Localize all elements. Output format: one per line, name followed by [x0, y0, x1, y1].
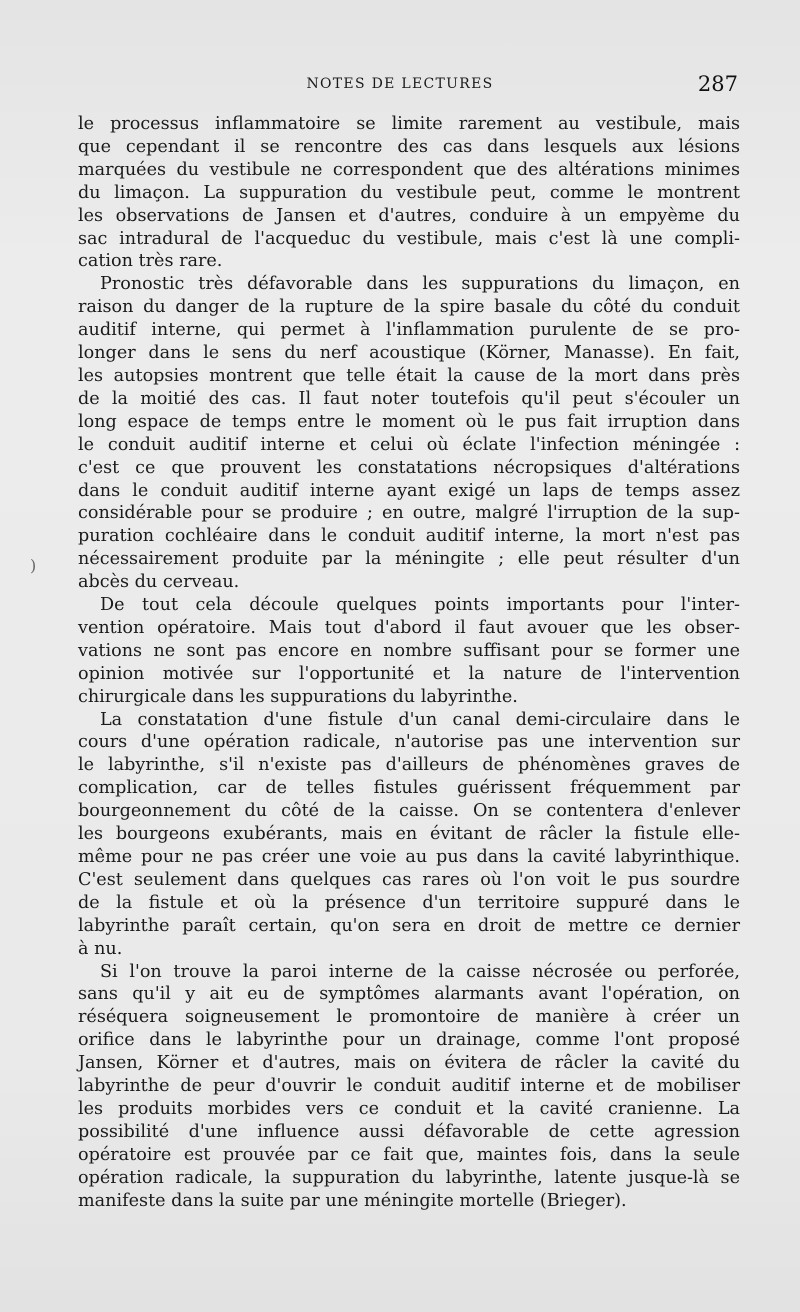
text-line: vations ne sont pas encore en nombre suffisant pour se former une — [78, 640, 740, 661]
text-line: de la moitié des cas. Il faut noter toutefois qu'il peut s'écouler un — [78, 388, 740, 409]
text-line: le conduit auditif interne et celui où éclate l'infection méningée : — [78, 434, 740, 455]
text-line: De tout cela découle quelques points importants pour l'inter- — [100, 595, 740, 616]
text-line: cours d'une opération radicale, n'autorise pas une intervention sur — [78, 732, 740, 753]
page-header — [0, 72, 800, 102]
text-line: auditif interne, qui permet à l'inflammation purulente de se pro- — [78, 320, 740, 341]
text-line: c'est ce que prouvent les constatations nécropsiques d'altérations — [78, 457, 740, 478]
text-line: de la fistule et où la présence d'un territoire suppuré dans le — [78, 892, 740, 913]
running-title: NOTES DE LECTURES — [306, 76, 494, 92]
text-line: dans le conduit auditif interne ayant exigé un laps de temps assez — [78, 480, 740, 501]
text-line: considérable pour se produire ; en outre, malgré l'irruption de la sup- — [78, 503, 740, 524]
text-line: labyrinthe paraît certain, qu'on sera en droit de mettre ce dernier — [78, 915, 740, 936]
text-line: longer dans le sens du nerf acoustique (Körner, Manasse). En fait, — [78, 343, 740, 364]
text-line: sac intradural de l'acqueduc du vestibule, mais c'est là une compli- — [78, 228, 740, 249]
text-line: cation très rare. — [78, 251, 223, 272]
text-line: labyrinthe de peur d'ouvrir le conduit auditif interne et de mobiliser — [78, 1076, 740, 1097]
text-line: marquées du vestibule ne correspondent que des altérations minimes — [78, 159, 740, 180]
text-line: même pour ne pas créer une voie au pus dans la cavité labyrinthique. — [78, 847, 740, 867]
text-line: les bourgeons exubérants, mais en évitant de râcler la fistule elle- — [78, 824, 740, 845]
text-line: les autopsies montrent que telle était la cause de la mort dans près — [78, 365, 740, 386]
text-line: abcès du cerveau. — [78, 572, 240, 593]
text-line: le processus inflammatoire se limite rarement au vestibule, mais — [78, 114, 740, 134]
text-line: La constatation d'une fistule d'un canal demi-circulaire dans le — [100, 709, 740, 730]
text-line: puration cochléaire dans le conduit auditif interne, la mort n'est pas — [78, 526, 740, 547]
text-line: complication, car de telles fistules guérissent fréquemment par — [78, 778, 740, 799]
text-line: à nu. — [78, 938, 123, 959]
text-line: Pronostic très défavorable dans les suppurations du limaçon, en — [100, 274, 740, 295]
page-number: 287 — [697, 72, 738, 96]
margin-mark: ) — [30, 556, 37, 575]
text-line: chirurgicale dans les suppurations du labyrinthe. — [78, 686, 518, 707]
text-line: vention opératoire. Mais tout d'abord il faut avouer que les obser- — [78, 617, 740, 638]
text-line: le labyrinthe, s'il n'existe pas d'ailleurs de phénomènes graves de — [78, 755, 740, 776]
text-line: C'est seulement dans quelques cas rares où l'on voit le pus sourdre — [78, 869, 740, 890]
text-line: les observations de Jansen et d'autres, conduire à un empyème du — [78, 205, 740, 226]
text-line: opératoire est prouvée par ce fait que, maintes fois, dans la seule — [78, 1144, 740, 1165]
text-line: Si l'on trouve la paroi interne de la caisse nécrosée ou perforée, — [100, 961, 740, 982]
text-line: raison du danger de la rupture de la spire basale du côté du conduit — [78, 297, 740, 318]
text-line: orifice dans le labyrinthe pour un drainage, comme l'ont proposé — [78, 1030, 740, 1051]
text-line: les produits morbides vers ce conduit et la cavité cranienne. La — [78, 1098, 740, 1119]
text-line: opération radicale, la suppuration du labyrinthe, latente jusque-là se — [78, 1167, 740, 1188]
text-line: sans qu'il y ait eu de symptômes alarmants avant l'opération, on — [78, 984, 740, 1005]
body-text — [78, 113, 740, 1213]
text-line: nécessairement produite par la méningite ; elle peut résulter d'un — [78, 549, 740, 570]
text-line: opinion motivée sur l'opportunité et la nature de l'intervention — [78, 663, 740, 684]
text-line: que cependant il se rencontre des cas dans lesquels aux lésions — [78, 136, 740, 157]
text-line: Jansen, Körner et d'autres, mais on évitera de râcler la cavité du — [78, 1053, 740, 1074]
text-line: réséquera soigneusement le promontoire de manière à créer un — [78, 1007, 740, 1028]
text-line: possibilité d'une influence aussi défavorable de cette agression — [78, 1121, 740, 1142]
text-line: long espace de temps entre le moment où le pus fait irruption dans — [78, 411, 740, 432]
text-line: du limaçon. La suppuration du vestibule peut, comme le montrent — [78, 182, 740, 203]
text-line: manifeste dans la suite par une méningite mortelle (Brieger). — [78, 1190, 627, 1211]
text-line: bourgeonnement du côté de la caisse. On se contentera d'enlever — [78, 801, 740, 822]
